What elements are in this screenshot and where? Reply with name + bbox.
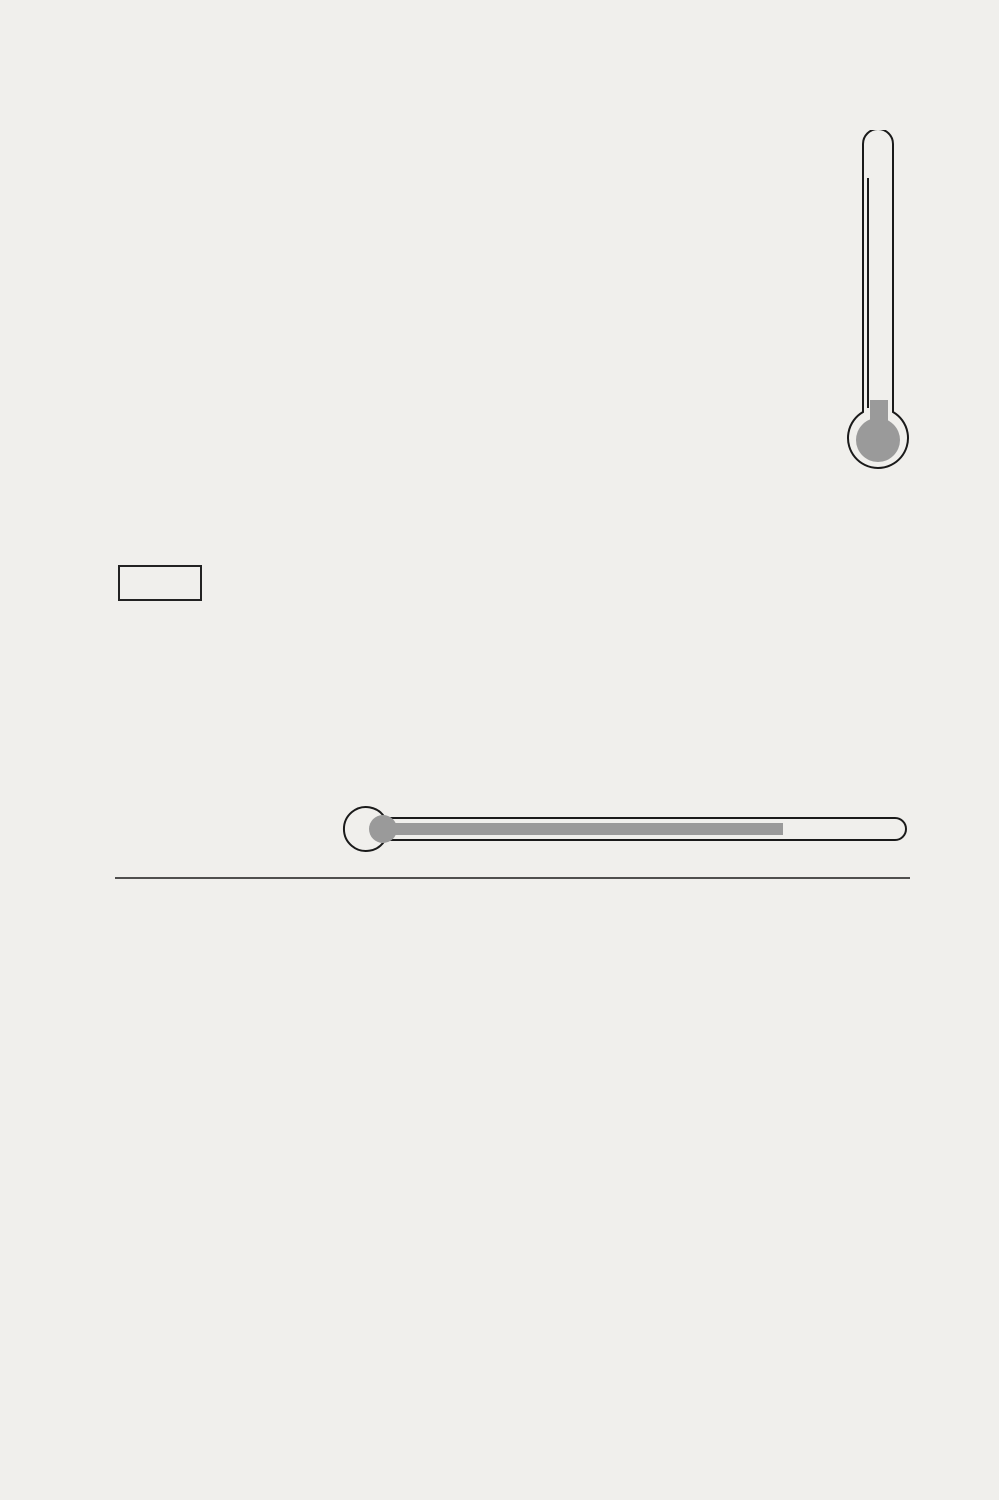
- thermometer-scale-line: [867, 178, 869, 408]
- section-number-box: [118, 565, 202, 601]
- thermometer-figure: [825, 130, 915, 490]
- number-line-figure: [0, 790, 999, 965]
- horizontal-thermometer-mercury: [383, 823, 783, 835]
- thermometer-bulb: [856, 418, 900, 462]
